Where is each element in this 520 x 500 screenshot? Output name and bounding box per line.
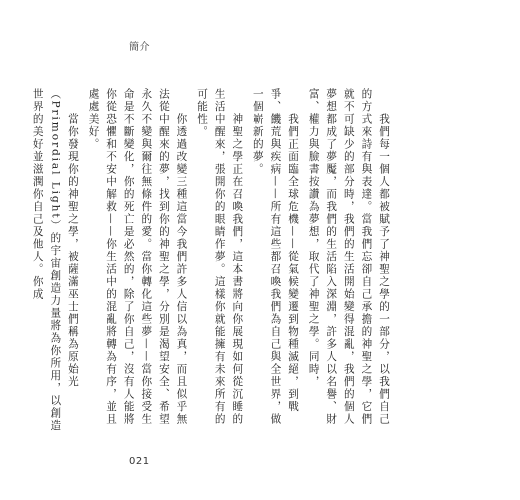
paragraph-4: 你透過改變三種這當今我們許多人信以為真，而且似乎無法從中醒來的夢，找到你的神聖之學，分別是渴望安全、希望永久不變與爾往無條件的愛。當你轉化這些夢——當你接受生命是不斷變化，你的死亡是必然的，除了你自己，沒有人能將你從恐懼和不安中解救——你生活中的混亂將轉為有序，並且處處美好。 bbox=[87, 88, 188, 426]
paragraph-3: 神聖之學正在召喚我們，這本書將向你展現如何從沉睡的生活中醒來，張開你的眼睛作夢。這樣你就能擁有未來所有的可能性。 bbox=[196, 88, 244, 426]
section-title: 簡介 bbox=[129, 42, 150, 53]
paragraph-5: 當你發現你的神聖之學，被薩滿巫士們稱為原始光（Primordial Light）的宇宙創造力量將為你所用，以創造世界的美好並滋潤你自己及他人。你成 bbox=[31, 88, 79, 432]
vertical-body-text bbox=[28, 88, 392, 432]
paragraph-1: 我們每一個人都被賦予了神聖之學的一部分，以我們自己的方式來詩有與表達。當我們忘卻自己承擔的神聖之學，它們就不可缺少的部分時，我們的生活開始變得混亂，我們的個人夢想都成了夢魘，而我們的生活陷入深淵，許多人以名譽、財富、權力與臉書按讚為夢想，取代了神聖之學。同時， bbox=[307, 88, 390, 426]
page-number: 021 bbox=[129, 456, 150, 467]
paragraph-2: 我們正面臨全球危機——從氣候變遷到物種滅絕，到戰爭、饑荒與疾病——所有這些都召喚我們為自己與全世界，做一個嶄新的夢。 bbox=[251, 88, 300, 426]
